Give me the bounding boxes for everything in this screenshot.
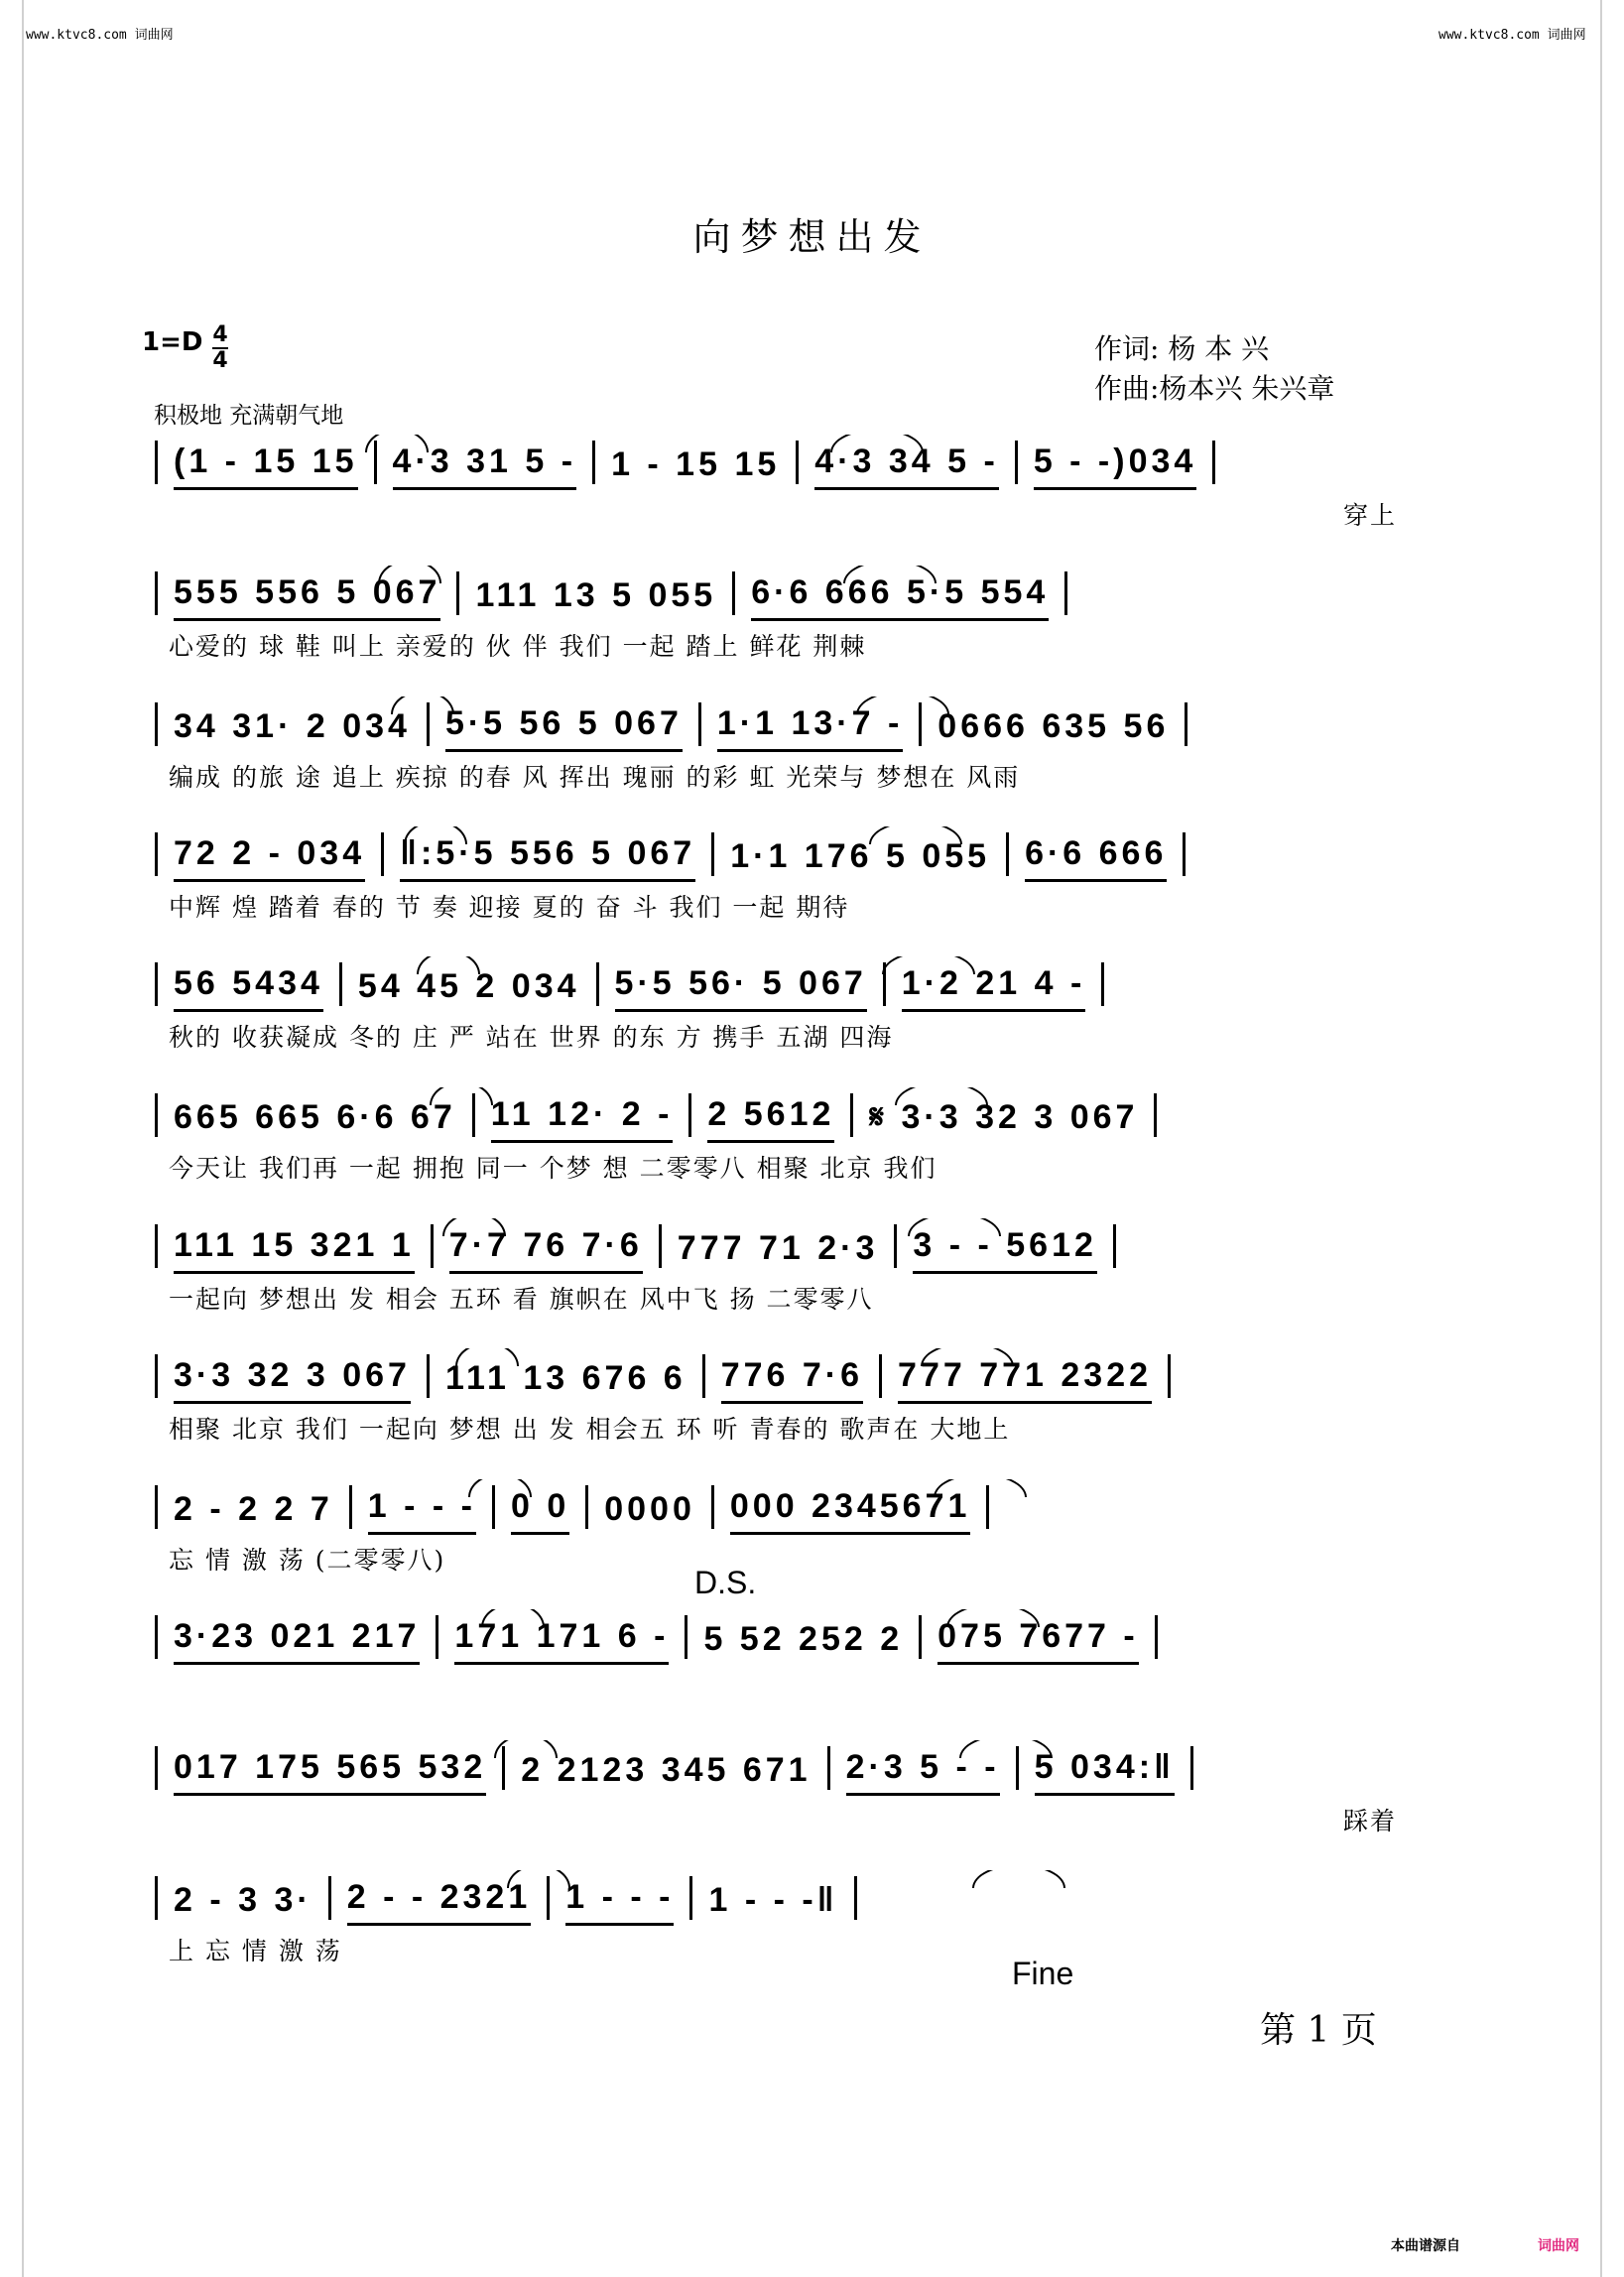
slur (946, 1609, 1040, 1627)
score-row-8 (139, 1348, 1397, 1446)
barline (155, 441, 158, 484)
measure: 1 - - - (565, 1878, 674, 1926)
measure: 2 5612 (707, 1095, 834, 1143)
notation-line (139, 1609, 1397, 1665)
fine-mark: Fine (1012, 1956, 1074, 1991)
measure: 1·2 21 4 - (902, 964, 1086, 1012)
barline (155, 1093, 158, 1137)
slur (921, 1348, 1014, 1366)
barline (854, 1876, 857, 1920)
header-right-url: www.ktvc8.com (1438, 28, 1540, 43)
barline (1190, 1746, 1193, 1790)
measure: 11 12· 2 - (491, 1095, 674, 1143)
slur (830, 435, 924, 452)
measure: 1 - - -‖ (708, 1881, 838, 1919)
measure: 111 13 5 055 (475, 576, 717, 614)
barline (155, 702, 158, 746)
score-row-9 (139, 1479, 1397, 1600)
barline (585, 1485, 588, 1529)
notation-line (139, 1740, 1397, 1796)
measure: 1·1 13·7 - (717, 704, 903, 752)
barline (431, 1224, 434, 1268)
score-row-2 (139, 566, 1397, 663)
measure: (1 - 15 15 (174, 443, 358, 490)
measure: 𝄋 3·3 32 3 067 (869, 1098, 1139, 1136)
score-row-7 (139, 1218, 1397, 1316)
measure: 1 - 15 15 (611, 445, 781, 483)
measure: 777 71 2·3 (677, 1229, 879, 1267)
notation-line (139, 1479, 1397, 1535)
measure: 7·7 76 7·6 (449, 1226, 643, 1274)
measure: 5 52 252 2 (703, 1620, 904, 1658)
barline (711, 1485, 714, 1529)
measure: 5·5 56 5 067 (445, 704, 683, 752)
tempo-marking: 积极地 充满朝气地 (154, 403, 344, 429)
notation-line (139, 826, 1397, 882)
notation-line (139, 435, 1397, 490)
slur (843, 566, 937, 583)
barline (796, 441, 799, 484)
time-signature (212, 323, 228, 373)
measure: 54 45 2 034 (357, 967, 580, 1005)
slur (481, 1609, 545, 1627)
barline (596, 962, 599, 1006)
measure: 000 2345671 (730, 1487, 971, 1535)
score-row-1 (139, 435, 1397, 532)
measure: 3·3 32 3 067 (174, 1356, 411, 1404)
notation-line (139, 696, 1397, 752)
measure: 2 - - 2321 (347, 1878, 532, 1926)
time-signature-top: 4 (212, 322, 228, 347)
slur (391, 696, 454, 714)
barline (339, 962, 342, 1006)
score-row-4 (139, 826, 1397, 924)
lyric-line: 今天让 我们再 一起 拥抱 同一 个梦 想 二零零八 相聚 北京 我们 (169, 1154, 937, 1183)
lyric-line: 穿上 (1342, 501, 1397, 530)
barline (1154, 1093, 1157, 1137)
time-signature-bottom: 4 (212, 348, 228, 373)
measure: 1 - - - (368, 1487, 476, 1535)
barline (381, 832, 384, 876)
header-right-site: 词曲网 (1547, 28, 1586, 43)
score-row-11 (139, 1740, 1397, 1837)
measure: 4·3 34 5 - (814, 443, 999, 490)
score-row-3 (139, 696, 1397, 794)
measure: 5 - -)034 (1034, 443, 1197, 490)
measure: 34 31· 2 034 (174, 707, 411, 745)
barline (1064, 571, 1067, 615)
lyric-line: 编成 的旅 途 追上 疾掠 的春 风 挥出 瑰丽 的彩 虹 光荣与 梦想在 风雨 (169, 763, 1021, 792)
barline (689, 1876, 692, 1920)
score-row-5 (139, 956, 1397, 1054)
barline (850, 1093, 853, 1137)
barline (1015, 441, 1018, 484)
barline (155, 571, 158, 615)
song-title: 向梦想出发 (692, 215, 932, 259)
barline (155, 832, 158, 876)
notation-line (139, 1087, 1397, 1143)
dal-segno-mark: D.S. (694, 1565, 757, 1600)
measure: 3 - - 5612 (913, 1226, 1097, 1274)
barline (349, 1485, 352, 1529)
notation-line (139, 1348, 1397, 1404)
notation-line (139, 1870, 1397, 1926)
header-right (1438, 24, 1586, 43)
barline (1212, 441, 1215, 484)
barline (427, 1354, 430, 1398)
measure: 075 7677 - (937, 1617, 1139, 1665)
barline (155, 1876, 158, 1920)
lyric-line: 中辉 煌 踏着 春的 节 奏 迎接 夏的 奋 斗 我们 一起 期待 (169, 893, 850, 922)
slur (934, 1479, 1027, 1497)
header-left-site: 词曲网 (134, 28, 174, 43)
measure: 2 - 3 3· (174, 1881, 312, 1919)
header-left (26, 24, 174, 43)
measure: 776 7·6 (721, 1356, 863, 1404)
page-number: 第 1 页 (1260, 2010, 1377, 2051)
slur (430, 1087, 493, 1105)
barline (1155, 1615, 1158, 1659)
slur (455, 1348, 519, 1366)
barline (827, 1746, 830, 1790)
barline (155, 1224, 158, 1268)
barline (1185, 702, 1187, 746)
lyric-line: 秋的 收获凝成 冬的 庄 严 站在 世界 的东 方 携手 五湖 四海 (169, 1023, 894, 1052)
slur (365, 435, 429, 452)
barline (1006, 832, 1009, 876)
measure: 111 13 676 6 (444, 1359, 687, 1397)
measure: 5 034:‖ (1035, 1748, 1175, 1796)
notation-line (139, 566, 1397, 621)
barline (702, 1354, 705, 1398)
barline (456, 571, 459, 615)
slur (442, 1218, 506, 1236)
measure: 4·3 31 5 - (393, 443, 577, 490)
slur (404, 826, 467, 844)
barline (1168, 1354, 1171, 1398)
measure: 0000 (604, 1490, 695, 1528)
left-margin-watermark-strip (0, 0, 24, 2277)
footer-source: 本曲谱源自 (1391, 2238, 1460, 2254)
barline (685, 1615, 687, 1659)
barline (1101, 962, 1104, 1006)
barline (1113, 1224, 1116, 1268)
measure: 111 15 321 1 (174, 1226, 415, 1274)
barline (1183, 832, 1186, 876)
notation-line (139, 1218, 1397, 1274)
score-row-12 (139, 1870, 1397, 1991)
lyricist-credit: 作词: 杨 本 兴 (1094, 332, 1270, 365)
slur (869, 826, 962, 844)
lyric-line: 一起向 梦想出 发 相会 五环 看 旗帜在 风中飞 扬 二零零八 (169, 1285, 874, 1314)
barline (436, 1615, 438, 1659)
barline (155, 1354, 158, 1398)
measure: 665 665 6·6 67 (174, 1098, 456, 1136)
measure: 1·1 176 5 055 (730, 837, 991, 875)
measure: 3·23 021 217 (174, 1617, 420, 1665)
slur (507, 1870, 570, 1888)
lyric-line: 相聚 北京 我们 一起向 梦想 出 发 相会五 环 听 青春的 歌声在 大地上 (169, 1415, 1011, 1444)
barline (328, 1876, 331, 1920)
barline (879, 1354, 882, 1398)
measure: 2·3 5 - - (846, 1748, 1000, 1796)
measure: 6·6 666 5·5 554 (751, 573, 1049, 621)
score-row-10 (139, 1609, 1397, 1671)
slur (468, 1479, 532, 1497)
measure: 2 - 2 2 7 (174, 1490, 333, 1528)
footer-site: 词曲网 (1538, 2238, 1579, 2254)
lyric-line: 上 忘 情 激 荡 (169, 1937, 342, 1965)
barline (711, 832, 714, 876)
measure: ‖:5·5 556 5 067 (400, 834, 695, 882)
measure: 72 2 - 034 (174, 834, 365, 882)
notation-line (139, 956, 1397, 1012)
barline (155, 1485, 158, 1529)
header-left-url: www.ktvc8.com (26, 28, 127, 43)
slur (882, 956, 975, 974)
barline (688, 1093, 691, 1137)
lyric-line: 踩着 (1342, 1807, 1397, 1835)
slur (494, 1740, 558, 1758)
slur (959, 1740, 1053, 1758)
barline (155, 962, 158, 1006)
barline (592, 441, 595, 484)
barline (732, 571, 735, 615)
slur (908, 1218, 1001, 1236)
slur (972, 1870, 1065, 1888)
barline (659, 1224, 662, 1268)
measure: 56 5434 (174, 964, 323, 1012)
slur (895, 1087, 988, 1105)
measure: 777 771 2322 (898, 1356, 1152, 1404)
measure: 5·5 56· 5 067 (615, 964, 867, 1012)
lyric-line: 忘 情 激 荡 (二零零八) (169, 1546, 446, 1575)
slur (856, 696, 949, 714)
measure: 0 0 (511, 1487, 569, 1535)
composer-credit: 作曲:杨本兴 朱兴章 (1094, 372, 1335, 405)
right-margin-watermark-strip (1600, 0, 1624, 2277)
measure: 6·6 666 (1025, 834, 1167, 882)
barline (155, 1615, 158, 1659)
score-row-6 (139, 1087, 1397, 1185)
measure: 0666 635 56 (937, 707, 1170, 745)
key-signature: 1=D (142, 327, 203, 357)
slur (417, 956, 480, 974)
slur (378, 566, 441, 583)
measure: 555 556 5 067 (174, 573, 440, 621)
barline (894, 1224, 897, 1268)
measure: 017 175 565 532 (174, 1748, 486, 1796)
barline (698, 702, 701, 746)
lyric-line: 心爱的 球 鞋 叫上 亲爱的 伙 伴 我们 一起 踏上 鲜花 荆棘 (169, 632, 867, 661)
barline (155, 1746, 158, 1790)
measure: 2 2123 345 671 (521, 1751, 812, 1789)
measure: 171 171 6 - (454, 1617, 669, 1665)
barline (919, 1615, 922, 1659)
